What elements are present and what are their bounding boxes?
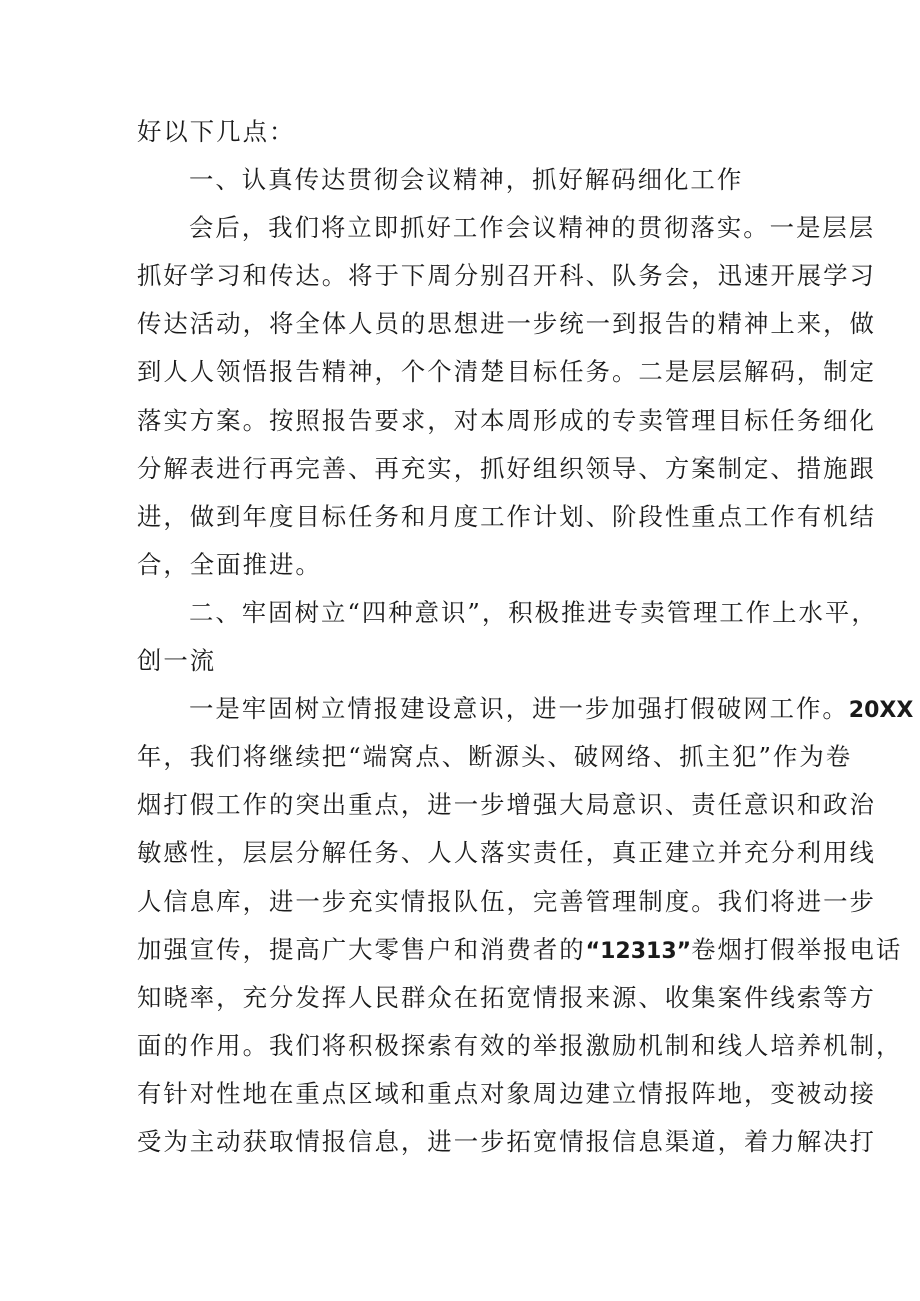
paragraph-2-line: 知晓率，充分发挥人民群众在拓宽情报来源、收集案件线索等方 — [137, 982, 876, 1012]
body-line: 好以下几点： — [137, 117, 296, 146]
paragraph-2-line — [137, 685, 914, 733]
paragraph-2-line: 面的作用。我们将积极探索有效的举报激励机制和线人培养机制， — [137, 1030, 903, 1060]
section-heading-2: 二、牢固树立“四种意识”，积极推进专卖管理工作上水平， — [189, 597, 878, 627]
hotline-number: “12313” — [585, 938, 692, 964]
paragraph-1-line: 合，全面推进。 — [137, 549, 322, 579]
paragraph-2-text: 卷烟打假举报电话 — [691, 934, 903, 964]
paragraph-1-line: 到人人领悟报告精神，个个清楚目标任务。二是层层解码，制定 — [137, 357, 876, 387]
paragraph-1-line: 传达活动，将全体人员的思想进一步统一到报告的精神上来，做 — [137, 309, 876, 339]
section-heading-2-continued: 创一流 — [137, 646, 217, 676]
paragraph-1-line: 落实方案。按照报告要求，对本周形成的专卖管理目标任务细化 — [137, 405, 876, 435]
paragraph-2-line — [137, 926, 903, 974]
paragraph-1-line: 分解表进行再完善、再充实，抓好组织领导、方案制定、措施跟 — [137, 453, 876, 483]
paragraph-2-line: 受为主动获取情报信息，进一步拓宽情报信息渠道，着力解决打 — [137, 1126, 876, 1156]
section-heading-1: 一、认真传达贯彻会议精神，抓好解码细化工作 — [189, 165, 744, 195]
paragraph-1-line: 进，做到年度目标任务和月度工作计划、阶段性重点工作有机结 — [137, 501, 876, 531]
paragraph-1-line: 抓好学习和传达。将于下周分别召开科、队务会，迅速开展学习 — [137, 261, 876, 291]
paragraph-2-text: 加强宣传，提高广大零售户和消费者的 — [137, 934, 586, 964]
paragraph-2-line: 有针对性地在重点区域和重点对象周边建立情报阵地，变被动接 — [137, 1078, 876, 1108]
paragraph-2-line: 烟打假工作的突出重点，进一步增强大局意识、责任意识和政治 — [137, 790, 876, 820]
year-placeholder: 20XX — [848, 698, 914, 724]
paragraph-2-line: 人信息库，进一步充实情报队伍，完善管理制度。我们将进一步 — [137, 886, 876, 916]
paragraph-2-line: 年，我们将继续把“端窝点、断源头、破网络、抓主犯”作为卷 — [137, 742, 853, 772]
paragraph-2-line: 敏感性，层层分解任务、人人落实责任，真正建立并充分利用线 — [137, 838, 876, 868]
paragraph-2-text: 一是牢固树立情报建设意识，进一步加强打假破网工作。 — [189, 694, 849, 724]
paragraph-1-line: 会后，我们将立即抓好工作会议精神的贯彻落实。一是层层 — [189, 213, 876, 243]
document-body — [137, 108, 914, 1166]
